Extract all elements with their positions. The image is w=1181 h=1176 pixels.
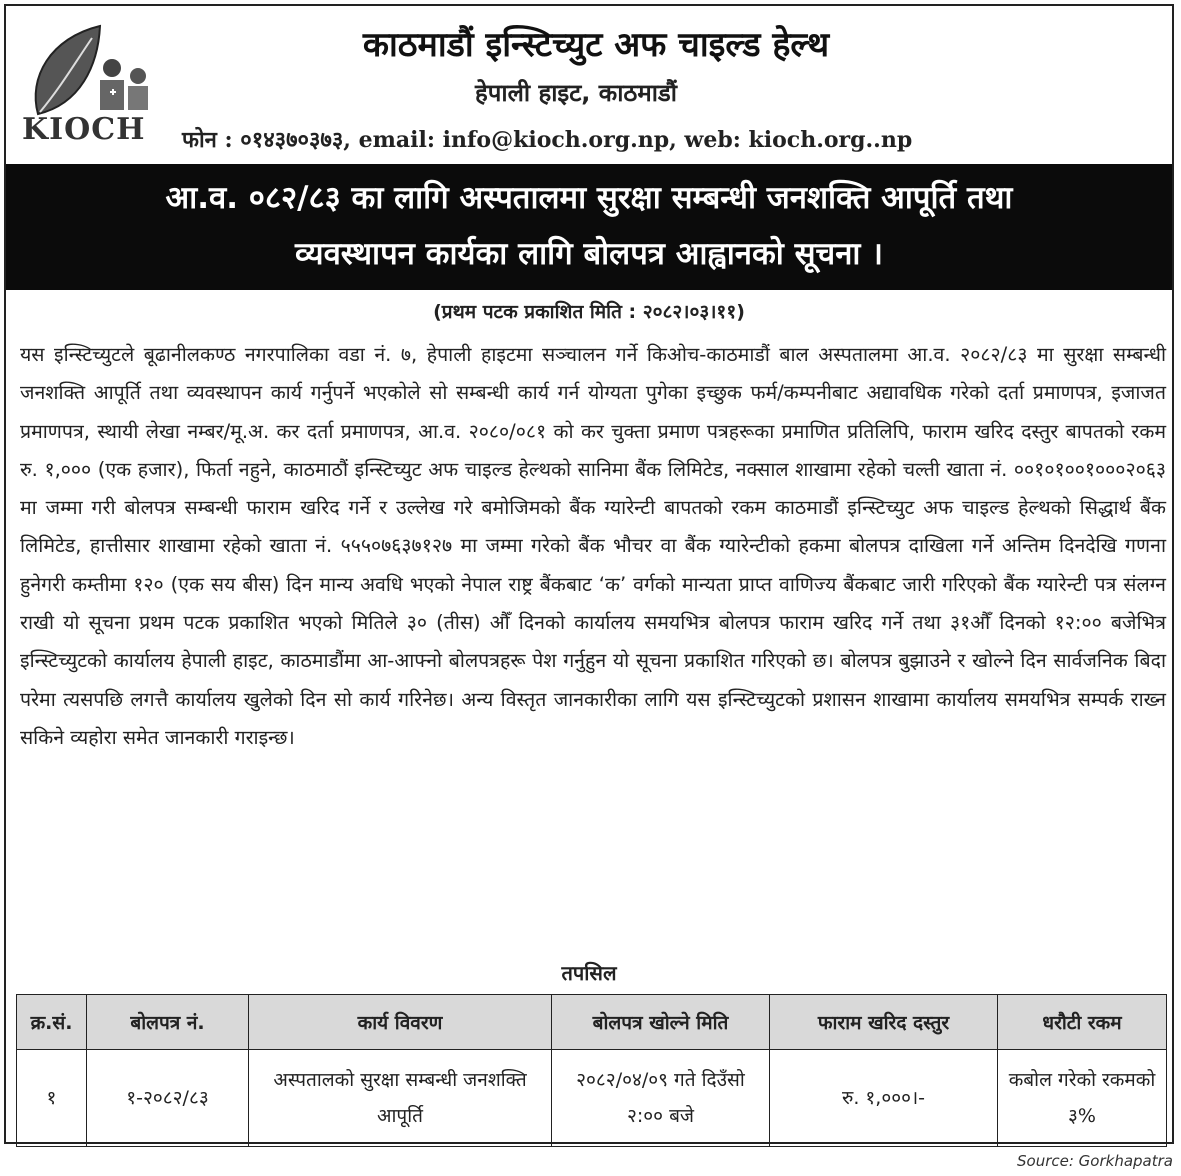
col-header-tender-no: बोलपत्र नं. <box>87 995 249 1050</box>
cell-work-description: अस्पतालको सुरक्षा सम्बन्धी जनशक्ति आपूर्ति <box>249 1050 552 1147</box>
col-header-serial: क्र.सं. <box>17 995 87 1050</box>
cell-form-fee: रु. १,०००।- <box>770 1050 998 1147</box>
publication-date: (प्रथम पटक प्रकाशित मिति : २०८२।०३।११) <box>433 301 745 323</box>
source-credit: Source: Gorkhapatra <box>1017 1152 1173 1170</box>
col-header-work-description: कार्य विवरण <box>249 995 552 1050</box>
cell-opening-date: २०८२/०४/०९ गते दिउँसो २:०० बजे <box>552 1050 770 1147</box>
schedule-header-row <box>17 995 1167 1050</box>
logo-text: KIOCH <box>22 112 146 147</box>
cell-deposit: कबोल गरेको रकमको ३% <box>998 1050 1167 1147</box>
cell-tender-no: १-२०८२/८३ <box>87 1050 249 1147</box>
notice-body: यस इन्स्टिच्युटले बूढानीलकण्ठ नगरपालिका वडा नं. ७, हेपाली हाइटमा सञ्चालन गर्ने किओच-काठमाडौं बाल अस्पतालमा आ.व. २०८२/८३ मा सुरक्षा सम्बन्धी जनशक्ति आपूर्ति तथा व्यवस्थापन कार्य गर्नुपर्ने भएकोले सो सम्बन्धी कार्य गर्न योग्यता पुगेका इच्छुक फर्म/कम्पनीबाट अद्यावधिक गरेको दर्ता प्रमाणपत्र, इजाजत प्रमाणपत्र, स्थायी लेखा नम्बर/मू.अ. कर दर्ता प्रमाणपत्र, आ.व. २०८०/०८१ को कर चुक्ता प्रमाण पत्रहरूका प्रमाणित प्रतिलिपि, फाराम खरिद दस्तुर बापतको रकम रु. १,००० (एक हजार), फिर्ता नहुने, काठमाठौं इन्स्टिच्युट अफ चाइल्ड हेल्थको सानिमा बैंक लिमिटेड, नक्साल शाखामा रहेको चल्ती खाता नं. ००१०१००१०००२०६३ मा जम्मा गरी बोलपत्र सम्बन्धी फाराम खरिद गर्ने र उल्लेख गरे बमोजिमको बैंक ग्यारेन्टी बापतको रकम काठमाडौं इन्स्टिच्युट अफ चाइल्ड हेल्थको सिद्धार्थ बैंक लिमिटेड, हात्तीसार शाखामा रहेको खाता नं. ५५५०७६३७१२७ मा जम्मा गरेको बैंक भौचर वा बैंक ग्यारेन्टीको हकमा बोलपत्र दाखिला गर्ने अन्तिम दिनदेखि गणना हुनेगरी कम्तीमा १२० (एक सय बीस) दिन मान्य अवधि भएको नेपाल राष्ट्र बैंकबाट ‘क’ वर्गको मान्यता प्राप्त वाणिज्य बैंकबाट जारी गरिएको बैंक ग्यारेन्टी पत्र संलग्न राखी यो सूचना प्रथम पटक प्रकाशित भएको मितिले ३० (तीस) औँ दिनको कार्यालय समयभित्र बोलपत्र फाराम खरिद गर्ने तथा ३१औँ दिनको १२:०० बजेभित्र इन्स्टिच्युटको कार्यालय हेपाली हाइट, काठमाडौंमा आ-आफ्नो बोलपत्रहरू पेश गर्नुहुन यो सूचना प्रकाशित गरिएको छ। बोलपत्र बुझाउने र खोल्ने दिन सार्वजनिक बिदा परेमा त्यसपछि लगत्तै कार्यालय खुलेको दिन सो कार्य गरिनेछ। अन्य विस्तृत जानकारीका लागि यस इन्स्टिच्युटको प्रशासन शाखामा कार्यालय समयभित्र सम्पर्क राख्न सकिने व्यहोरा समेत जानकारी गराइन्छ। <box>20 343 1166 749</box>
col-header-opening-date: बोलपत्र खोल्ने मिति <box>552 995 770 1050</box>
col-header-deposit: धरौटी रकम <box>998 995 1167 1050</box>
notice-title-band <box>6 164 1172 290</box>
notice-title-line-1: आ.व. ०८२/८३ का लागि अस्पतालमा सुरक्षा सम्बन्धी जनशक्ति आपूर्ति तथा <box>165 180 1013 216</box>
schedule-table <box>16 994 1167 1147</box>
org-name: काठमाडौं इन्स्टिच्युट अफ चाइल्ड हेल्थ <box>362 25 830 65</box>
notice-header <box>6 6 1172 164</box>
tender-notice <box>4 4 1174 1144</box>
notice-title-line-2: व्यवस्थापन कार्यका लागि बोलपत्र आह्वानको सूचना । <box>294 236 883 272</box>
contact-line: फोन : ०१४३७०३७३, email: info@kioch.org.np, web: kioch.org..np <box>182 127 913 153</box>
org-address: हेपाली हाइट, काठमाडौं <box>475 79 677 107</box>
table-row <box>17 1050 1167 1147</box>
schedule-title: तपसिल <box>561 961 617 985</box>
col-header-form-fee: फाराम खरिद दस्तुर <box>770 995 998 1050</box>
cell-serial: १ <box>17 1050 87 1147</box>
